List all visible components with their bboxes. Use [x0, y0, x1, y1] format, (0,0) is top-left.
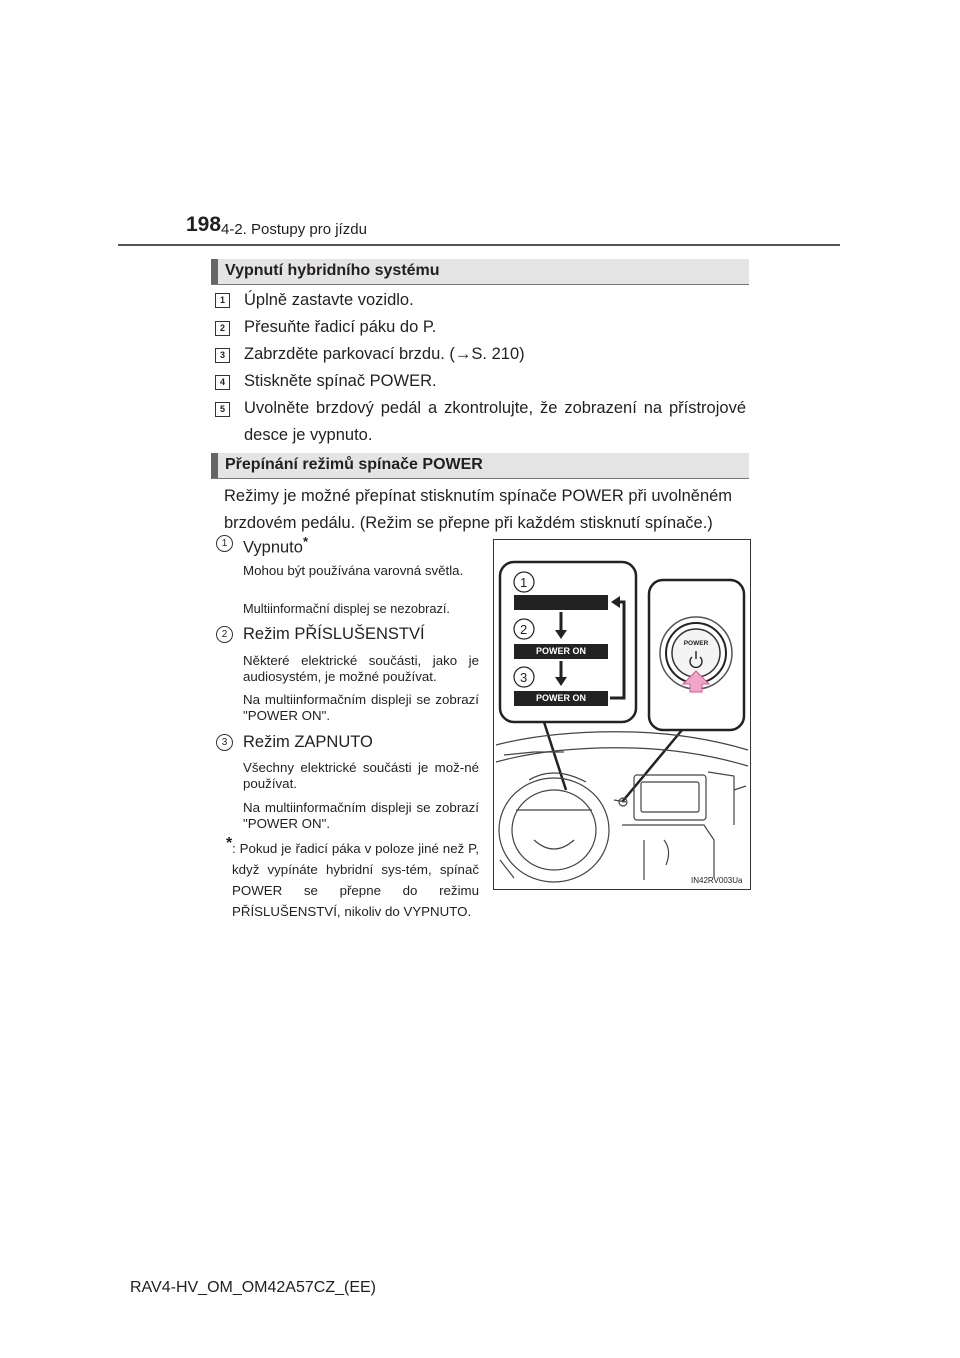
section-marker	[211, 259, 218, 284]
footnote-text: : Pokud je řadicí páka v poloze jiné než P, když vypínáte hybridní sys-tém, spínač POWER se přepne do režimu PŘÍSLUŠENSTVÍ, nikoliv do VYPNUTO.	[232, 841, 479, 919]
mode-description: Na multiinformačním displeji se zobrazí "POWER ON".	[243, 692, 479, 723]
dashboard-lines	[496, 732, 748, 882]
step-number: 2	[215, 321, 230, 336]
mode-description: Některé elektrické součásti, jako je audiosystém, je možné používat.	[243, 653, 479, 684]
display-text-on: POWER ON	[535, 693, 586, 703]
mode-title-text: Vypnuto	[243, 538, 303, 557]
step-text: Úplně zastavte vozidlo.	[244, 291, 414, 309]
mode-description: Všechny elektrické součásti je mož-né používat.	[243, 760, 479, 791]
step-text: Uvolněte brzdový pedál a zkontrolujte, že zobrazení na přístrojové desce je vypnuto.	[244, 399, 746, 444]
mode-description: Multiinformační displej se nezobrazí.	[243, 601, 450, 616]
intro-paragraph: Režimy je možné přepínat stisknutím spínače POWER při uvolněném brzdovém pedálu. (Režim se přepne při každém stisknutí spínače.)	[224, 487, 733, 532]
mode-number: 3	[216, 734, 233, 751]
power-switch-illustration	[493, 539, 751, 890]
section-title: Přepínání režimů spínače POWER	[225, 456, 483, 473]
mode-number: 1	[216, 535, 233, 552]
power-button-label: POWER	[683, 640, 709, 647]
display-text-acc: POWER ON	[535, 646, 586, 656]
footer-document-code: RAV4-HV_OM_OM42A57CZ_(EE)	[130, 1279, 376, 1296]
step-text: Stiskněte spínač POWER.	[244, 372, 437, 390]
header-rule	[118, 244, 840, 246]
step-number: 5	[215, 402, 230, 417]
step-number: 1	[215, 293, 230, 308]
section-heading-power-modes	[211, 453, 749, 479]
mode-description: Mohou být používána varovná světla.	[243, 563, 464, 578]
label-2: 2	[520, 622, 528, 637]
step-number: 3	[215, 348, 230, 363]
chapter-title: 4-2. Postupy pro jízdu	[221, 221, 367, 238]
mode-number: 2	[216, 626, 233, 643]
mode-description: Na multiinformačním displeji se zobrazí "POWER ON".	[243, 800, 479, 831]
label-3: 3	[520, 670, 528, 685]
page-number: 198	[186, 213, 222, 236]
dashboard-drawing	[494, 540, 750, 889]
step-number: 4	[215, 375, 230, 390]
leader-line	[622, 730, 682, 802]
footnote-star: *	[226, 835, 233, 852]
mode-title: Režim PŘÍSLUŠENSTVÍ	[243, 625, 425, 643]
section-heading-shutdown	[211, 259, 749, 285]
leader-line	[544, 722, 566, 790]
label-1: 1	[520, 575, 528, 590]
illustration-code: IN42RV003Ua	[691, 876, 743, 885]
section-marker	[211, 453, 218, 478]
step-text: Zabrzděte parkovací brzdu. (→S. 210)	[244, 345, 525, 363]
footnote-mark: *	[302, 534, 308, 549]
mode-title: Režim ZAPNUTO	[243, 733, 373, 751]
mode-title	[243, 534, 308, 558]
step-text: Přesuňte řadicí páku do P.	[244, 318, 437, 336]
section-title: Vypnutí hybridního systému	[225, 262, 440, 279]
display-off-bar	[514, 595, 608, 610]
